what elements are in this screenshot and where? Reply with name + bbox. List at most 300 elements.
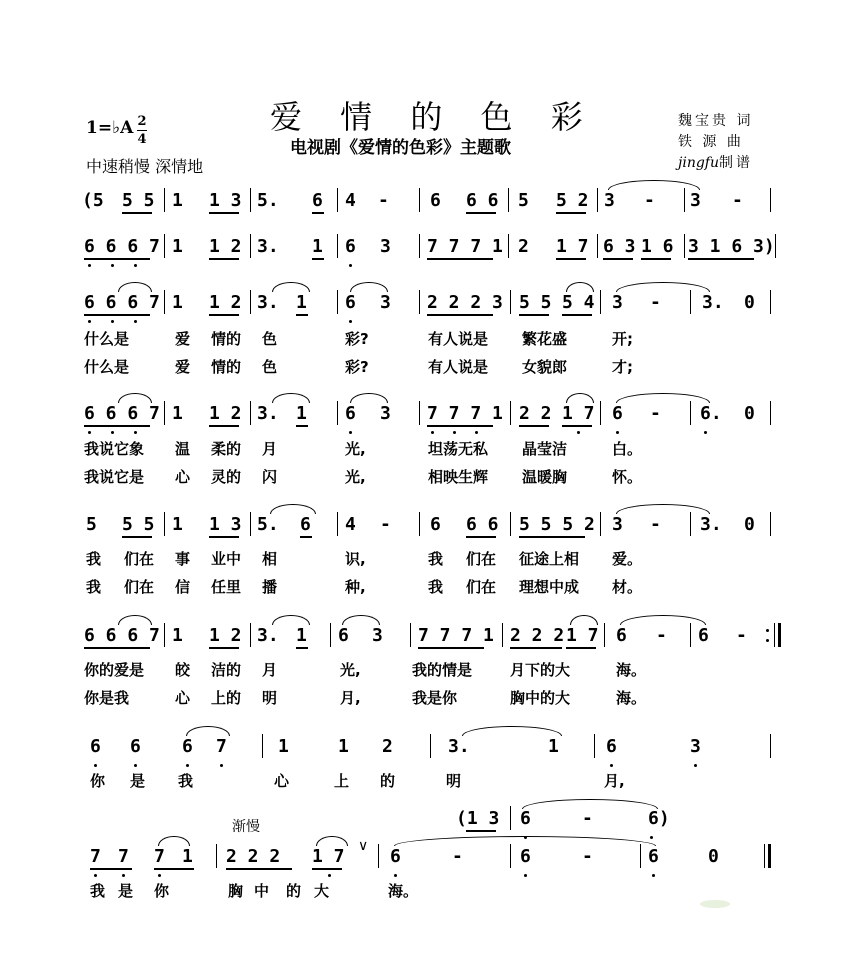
lyric: 月, [340, 689, 361, 707]
slur [566, 393, 594, 403]
underline [84, 425, 150, 427]
barline [604, 623, 605, 647]
barline [600, 401, 601, 425]
low-dot [111, 264, 114, 267]
lyric: 的 [286, 882, 302, 900]
underline [466, 212, 496, 214]
note: 0 [708, 846, 719, 867]
note: 3 [380, 403, 391, 424]
lyric: 心 [175, 468, 191, 486]
lyric: 业中 [211, 550, 242, 568]
note: 1 [182, 846, 193, 867]
barline [419, 188, 420, 212]
barline [337, 401, 338, 425]
lyric: 月 [262, 440, 278, 458]
note: 6 6 [466, 190, 499, 211]
underline [312, 258, 324, 260]
slur [566, 282, 594, 292]
underline [90, 868, 132, 870]
underline [427, 425, 493, 427]
low-dot [88, 264, 91, 267]
note: 1 2 [209, 625, 242, 646]
barline [502, 623, 503, 647]
note: - [650, 514, 661, 535]
barline [337, 188, 338, 212]
note: 1 [312, 236, 323, 257]
note: 3 [372, 625, 383, 646]
lyric: 海。 [616, 661, 647, 679]
note: - [582, 846, 593, 867]
lyric: 播 [262, 578, 278, 596]
underline [556, 258, 586, 260]
tie [394, 836, 656, 846]
lyric: 心 [274, 772, 290, 790]
note: 6 [90, 736, 101, 757]
underline [84, 258, 150, 260]
barline [510, 290, 511, 314]
note: 3. [257, 292, 279, 313]
meter-top: 2 [137, 114, 147, 129]
barline [770, 188, 771, 212]
tempo-marking: 中速稍慢 深情地 [86, 157, 204, 176]
barline [216, 844, 217, 868]
barline [770, 512, 771, 536]
lyric: 柔的 [211, 440, 242, 458]
barline [690, 512, 691, 536]
lyric: 识, [345, 550, 366, 568]
note: 4 [345, 190, 356, 211]
lyric: 色 [262, 330, 278, 348]
note: 7 [154, 846, 165, 867]
underline [296, 314, 308, 316]
underline [209, 647, 239, 649]
underline [312, 868, 342, 870]
note: 5 [86, 514, 97, 535]
lyric: 的 [380, 772, 396, 790]
note: 3 [612, 292, 623, 313]
slur [350, 282, 388, 292]
barline [770, 290, 771, 314]
lyric: 温 [175, 440, 191, 458]
low-dot [349, 431, 352, 434]
underline [84, 647, 150, 649]
barline [508, 234, 509, 258]
barline [164, 234, 165, 258]
note: 7 7 7 1 [427, 236, 503, 257]
note: 6 [430, 514, 441, 535]
note: 1 [296, 403, 307, 424]
note: 1 [172, 190, 183, 211]
note: 2 [382, 736, 393, 757]
note: 5 5 [519, 292, 552, 313]
note: 3 [380, 236, 391, 257]
slur [272, 615, 310, 625]
barline [510, 401, 511, 425]
note: 2 2 2 [510, 625, 565, 646]
lyric: 们在 [124, 550, 155, 568]
underline [154, 868, 194, 870]
underline [603, 258, 633, 260]
note: 5 5 5 2 [519, 514, 595, 535]
underline [296, 647, 308, 649]
barline [337, 512, 338, 536]
note: 1 3 [209, 514, 242, 535]
tie [620, 615, 706, 625]
low-dot [616, 431, 619, 434]
low-dot [694, 764, 697, 767]
note: 3. [448, 736, 470, 757]
meter-line [137, 130, 147, 131]
underline [519, 425, 549, 427]
note: 1 2 [209, 403, 242, 424]
barline [337, 234, 338, 258]
note: 3. [257, 236, 279, 257]
lyric: 晶莹洁 [522, 440, 568, 458]
note: 1 [172, 514, 183, 535]
lyric: 女貌郎 [522, 358, 568, 376]
lyric: 我说它象 [84, 440, 145, 458]
note: 3 [612, 514, 623, 535]
final-barline [764, 844, 765, 868]
underline [209, 314, 239, 316]
note: 6. [700, 403, 722, 424]
underline [519, 314, 549, 316]
lyric: 我 [86, 550, 102, 568]
low-dot [650, 836, 653, 839]
slur [272, 393, 310, 403]
underline [688, 258, 754, 260]
lyric: 种, [345, 578, 366, 596]
ritardando-marking: 渐慢 [232, 819, 260, 835]
note: 3. [702, 292, 724, 313]
transcriber-name: jingfu [678, 155, 719, 171]
low-dot [220, 764, 223, 767]
slur [272, 282, 310, 292]
lyric: 任里 [211, 578, 242, 596]
tie [616, 282, 710, 292]
lyric: 爱。 [612, 550, 643, 568]
lyric: 月 [262, 661, 278, 679]
lyric: 洁的 [211, 661, 242, 679]
note: 3 [380, 292, 391, 313]
lyric: 彩? [345, 358, 369, 376]
lyric: 海。 [616, 689, 647, 707]
composer-credit: 铁 源 曲 [678, 134, 744, 150]
underline [519, 536, 585, 538]
underline [209, 212, 239, 214]
note: 6 [345, 292, 356, 313]
lyric: 月, [604, 772, 625, 790]
lyric: 彩? [345, 330, 369, 348]
low-dot [577, 431, 580, 434]
barline [775, 234, 776, 258]
tie [522, 799, 658, 809]
low-dot [524, 874, 527, 877]
lyric: 灵的 [211, 468, 242, 486]
underline [427, 314, 493, 316]
note: 6 [312, 190, 323, 211]
lyric: 中 [254, 882, 270, 900]
low-dot [652, 874, 655, 877]
underline [296, 425, 308, 427]
lyric: 爱 [175, 358, 191, 376]
barline [250, 401, 251, 425]
lyric: 月下的大 [510, 661, 571, 679]
note: 7 7 7 1 [427, 403, 503, 424]
note: 6 [648, 846, 659, 867]
lyric: 信 [175, 578, 191, 596]
lyric: 白。 [612, 440, 643, 458]
lyric: 们在 [466, 550, 497, 568]
note: 6 [606, 736, 617, 757]
tie [616, 504, 710, 514]
slur [118, 282, 152, 292]
lyric: 事 [175, 550, 191, 568]
note: 3. [257, 625, 279, 646]
note: 5 2 [556, 190, 589, 211]
lyric: 情的 [211, 358, 242, 376]
note: 4 [345, 514, 356, 535]
note: 1 [172, 292, 183, 313]
slur [462, 726, 562, 736]
note: 1 [172, 625, 183, 646]
slur [342, 615, 380, 625]
lyric: 上的 [211, 689, 242, 707]
underline [466, 536, 496, 538]
barline [419, 234, 420, 258]
note: 1 6 [641, 236, 674, 257]
barline [690, 401, 691, 425]
note: 0 [744, 514, 755, 535]
note: (1 3 [456, 808, 500, 829]
note: 3 [690, 736, 701, 757]
barline [430, 734, 431, 758]
lyric: 才; [612, 358, 633, 376]
barline [600, 290, 601, 314]
slur [118, 615, 152, 625]
note: 3 [604, 190, 615, 211]
lyric: 皎 [175, 661, 191, 679]
lyric: 你 [90, 772, 106, 790]
underline [312, 212, 324, 214]
barline [250, 234, 251, 258]
lyric: 相 [262, 550, 278, 568]
low-dot [122, 874, 125, 877]
underline [84, 314, 150, 316]
note: 1 2 [209, 236, 242, 257]
note: 6 6 6 7 [84, 292, 160, 313]
note: 3. [257, 403, 279, 424]
lyric: 开; [612, 330, 633, 348]
lyric: 色 [262, 358, 278, 376]
note: 5. [257, 514, 279, 535]
underline [427, 258, 493, 260]
lyric: 光, [345, 440, 366, 458]
lyric: 是 [118, 882, 134, 900]
barline [684, 188, 685, 212]
note: 1 [296, 625, 307, 646]
lyric: 光, [345, 468, 366, 486]
underline [209, 425, 239, 427]
low-dot [111, 320, 114, 323]
lyric: 闪 [262, 468, 278, 486]
low-dot [394, 874, 397, 877]
note: 7 [216, 736, 227, 757]
lyric: 我 [428, 550, 444, 568]
lyric: 理想中成 [519, 578, 580, 596]
note: 1 2 [209, 292, 242, 313]
note: 5 [518, 190, 529, 211]
note: 7 [118, 846, 129, 867]
note: 6 6 6 7 [84, 625, 160, 646]
note: 5 5 [122, 514, 155, 535]
low-dot [88, 320, 91, 323]
note: 6 6 [466, 514, 499, 535]
barline [378, 844, 379, 868]
low-dot [134, 764, 137, 767]
note: 1 3 [209, 190, 242, 211]
barline [770, 401, 771, 425]
barline [510, 512, 511, 536]
note: 1 [172, 236, 183, 257]
note: 0 [744, 403, 755, 424]
lyric: 你是我 [84, 689, 130, 707]
lyric: 你 [154, 882, 170, 900]
underline [510, 647, 562, 649]
time-signature [137, 114, 147, 147]
barline [600, 512, 601, 536]
low-dot [349, 264, 352, 267]
barline [510, 844, 511, 868]
low-dot [158, 874, 161, 877]
low-dot [111, 431, 114, 434]
note: - [656, 625, 667, 646]
note: 7 [90, 846, 101, 867]
watermark-blob [700, 900, 730, 908]
lyric: 有人说是 [428, 330, 489, 348]
note: - [736, 625, 747, 646]
note: 6 [698, 625, 709, 646]
note: 6 [612, 403, 623, 424]
song-subtitle: 电视剧《爱情的色彩》主题歌 [290, 138, 511, 158]
note: 3 1 6 3) [688, 236, 775, 257]
low-dot [134, 431, 137, 434]
low-dot [88, 431, 91, 434]
barline [250, 290, 251, 314]
barline [164, 188, 165, 212]
note: 5 5 [122, 190, 155, 211]
lyric: 怀。 [612, 468, 643, 486]
lyric: 大 [314, 882, 330, 900]
underline [122, 212, 152, 214]
repeat-dot [766, 629, 769, 632]
lyric: 胸 [228, 882, 244, 900]
note: 1 [338, 736, 349, 757]
lyric: 是 [130, 772, 146, 790]
lyric: 我 [90, 882, 106, 900]
note: 6 6 6 7 [84, 403, 160, 424]
barline [594, 734, 595, 758]
underline [566, 647, 596, 649]
underline [300, 536, 312, 538]
note: 6 [130, 736, 141, 757]
note: 6 [520, 846, 531, 867]
barline [330, 623, 331, 647]
low-dot [186, 764, 189, 767]
lyric: 海。 [388, 882, 419, 900]
underline [122, 536, 152, 538]
note: 6 6 6 7 [84, 236, 160, 257]
note: 6 [520, 808, 531, 829]
lyric: 明 [262, 689, 278, 707]
barline [164, 290, 165, 314]
barline [597, 234, 598, 258]
lyric: 繁花盛 [522, 330, 568, 348]
low-dot [704, 431, 707, 434]
barline [640, 844, 641, 868]
barline [770, 734, 771, 758]
note: - [378, 190, 389, 211]
underline [562, 425, 592, 427]
note: 2 2 2 [226, 846, 281, 867]
note: - [650, 403, 661, 424]
lyric: 相映生辉 [428, 468, 489, 486]
final-barline-thick [768, 844, 771, 868]
slur [270, 504, 316, 514]
note: 2 2 [519, 403, 552, 424]
transcriber-label: 制谱 [719, 155, 753, 171]
underline [418, 647, 484, 649]
barline [510, 806, 511, 830]
barline [690, 290, 691, 314]
underline [209, 536, 239, 538]
note: 6 [300, 514, 311, 535]
barline [250, 512, 251, 536]
slur [316, 836, 348, 846]
note: 1 7 [312, 846, 345, 867]
note: 1 [548, 736, 559, 757]
note: 1 [172, 403, 183, 424]
song-title: 爱 情 的 色 彩 [270, 98, 597, 136]
note: 2 2 2 3 [427, 292, 503, 313]
low-dot [349, 320, 352, 323]
lyric: 爱 [175, 330, 191, 348]
slur [570, 615, 598, 625]
underline [209, 258, 239, 260]
lyric: 坦荡无私 [428, 440, 489, 458]
lyric: 们在 [124, 578, 155, 596]
note: 6 [390, 846, 401, 867]
note: 2 [518, 236, 529, 257]
repeat-end-barline [778, 623, 781, 647]
lyric: 上 [334, 772, 350, 790]
barline [250, 623, 251, 647]
barline [337, 290, 338, 314]
note: 1 [278, 736, 289, 757]
barline [250, 188, 251, 212]
note: 6 [345, 403, 356, 424]
key-signature: 1=♭A [86, 118, 134, 138]
underline [226, 868, 292, 870]
lyric: 材。 [612, 578, 643, 596]
note: 0 [744, 292, 755, 313]
low-dot [475, 431, 478, 434]
low-dot [134, 320, 137, 323]
score-line-7 [0, 736, 850, 762]
accompaniment-line [0, 808, 850, 834]
lyric: 我是你 [412, 689, 458, 707]
note: 5 4 [562, 292, 595, 313]
